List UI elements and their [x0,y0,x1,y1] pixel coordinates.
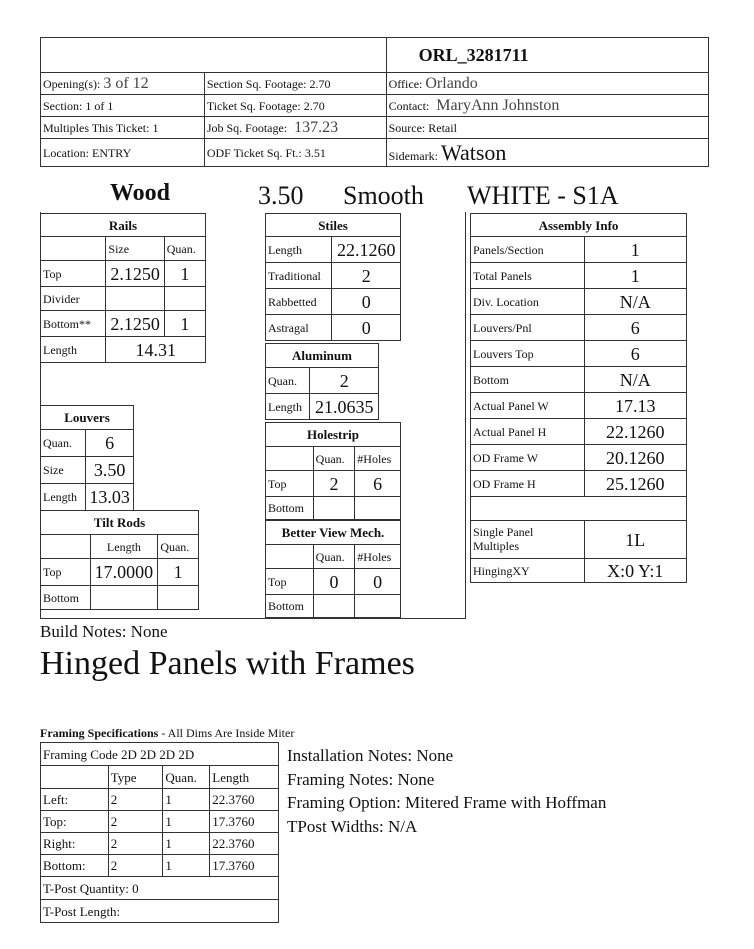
stiles-traditional: 2 [332,263,401,289]
louvers-table [40,405,134,511]
section-sq-footage: Section Sq. Footage: 2.70 [204,73,386,95]
framing-col-type: Type [108,766,163,789]
framing-col-quan: Quan. [163,766,210,789]
louvers-size: 3.50 [86,457,134,484]
tilt-rods-col-length: Length [90,535,158,559]
framing-row-right [41,833,279,855]
tilt-rods-table [40,510,199,610]
framing-row-label: Left: [41,789,109,811]
framing-col-length: Length [210,766,279,789]
framing-row-quan: 1 [163,833,210,855]
better-view-col-holes: #Holes [355,545,401,569]
rails-divider-label: Divider [41,287,106,311]
aluminum-length: 21.0635 [310,394,379,420]
stiles-table [265,213,401,341]
tilt-rods-bottom-length [90,586,158,610]
better-view-bottom-holes [355,595,401,618]
product-finish: Smooth [343,181,424,210]
assembly-label: Bottom [471,367,585,393]
rails-length-label: Length [41,337,106,363]
framing-row-label: Bottom: [41,855,109,877]
better-view-table [265,520,401,618]
assembly-title: Assembly Info [471,214,687,237]
build-notes: Build Notes: None [40,622,168,641]
framing-row-type: 2 [108,811,163,833]
location: Location: ENTRY [41,139,205,167]
framing-row-type: 2 [108,833,163,855]
tilt-rods-top-quan: 1 [158,559,199,586]
tpost-length: T-Post Length: [41,900,279,923]
holestrip-col-holes: #Holes [355,447,401,471]
assembly-label: Total Panels [471,263,585,289]
louvers-length: 13.03 [86,484,134,511]
framing-heading-bold: Framing Specifications [40,726,159,740]
framing-row-bottom [41,855,279,877]
louvers-size-label: Size [41,457,86,484]
assembly-label: Louvers Top [471,341,585,367]
louvers-length-label: Length [41,484,86,511]
assembly-label: Actual Panel W [471,393,585,419]
rails-top-label: Top [41,261,106,287]
rails-table [40,213,206,363]
sidemark: Sidemark: Watson [386,139,708,167]
assembly-label: Actual Panel H [471,419,585,445]
framing-option: Framing Option: Mitered Frame with Hoffman [287,793,607,812]
better-view-title: Better View Mech. [266,521,401,545]
panel-type-title: Hinged Panels with Frames [40,645,415,682]
assembly-actual-panel-w: 17.13 [584,393,686,419]
tilt-rods-bottom-label: Bottom [41,586,91,610]
rails-blank [41,237,106,261]
rails-col-quan: Quan. [164,237,205,261]
assembly-louvers-pnl: 6 [584,315,686,341]
rails-divider-quan [164,287,205,311]
assembly-label: Single Panel Multiples [471,521,585,559]
assembly-hinging-xy: X:0 Y:1 [584,559,686,583]
product-material: Wood [110,180,171,206]
assembly-panels-section: 1 [584,237,686,263]
holestrip-col-quan: Quan. [313,447,355,471]
framing-row-length: 22.3760 [210,789,279,811]
multiples-this-ticket: Multiples This Ticket: 1 [41,117,205,139]
holestrip-table [265,422,401,520]
order-number: ORL_3281711 [386,38,708,73]
assembly-actual-panel-h: 22.1260 [584,419,686,445]
louvers-quan: 6 [86,430,134,457]
tilt-rods-bottom-quan [158,586,199,610]
framing-row-left [41,789,279,811]
framing-row-label: Top: [41,811,109,833]
holestrip-bottom-label: Bottom [266,497,314,520]
assembly-label: Div. Location [471,289,585,315]
tpost-quantity: T-Post Quantity: 0 [41,877,279,900]
aluminum-title: Aluminum [266,344,379,368]
framing-row-quan: 1 [163,855,210,877]
contact: Contact: MaryAnn Johnston [386,95,708,117]
product-louver-size: 3.50 [258,181,304,210]
better-view-bottom-quan [313,595,355,618]
product-color: WHITE - S1A [467,181,619,210]
stiles-length-label: Length [266,237,332,263]
better-view-bottom-label: Bottom [266,595,314,618]
tpost-widths: TPost Widths: N/A [287,816,418,836]
ticket-sq-footage: Ticket Sq. Footage: 2.70 [204,95,386,117]
office: Office: Orlando [386,73,708,95]
assembly-label: Panels/Section [471,237,585,263]
better-view-top-label: Top [266,569,314,595]
tilt-rods-title: Tilt Rods [41,511,199,535]
framing-heading [40,726,294,741]
assembly-bottom: N/A [584,367,686,393]
assembly-div-location: N/A [584,289,686,315]
stiles-title: Stiles [266,214,401,237]
assembly-louvers-top: 6 [584,341,686,367]
rails-top-quan: 1 [164,261,205,287]
rails-col-size: Size [106,237,164,261]
louvers-quan-label: Quan. [41,430,86,457]
assembly-od-frame-h: 25.1260 [584,471,686,497]
better-view-col-quan: Quan. [313,545,355,569]
tilt-rods-blank [41,535,91,559]
framing-notes: Framing Notes: None [287,769,435,789]
stiles-traditional-label: Traditional [266,263,332,289]
framing-table [40,742,279,923]
tilt-rods-col-quan: Quan. [158,535,199,559]
framing-row-label: Right: [41,833,109,855]
aluminum-table [265,343,379,420]
odf-ticket-sq-ft: ODF Ticket Sq. Ft.: 3.51 [204,139,386,167]
framing-row-quan: 1 [163,789,210,811]
aluminum-quan: 2 [310,368,379,394]
assembly-single-panel-multiples: 1L [584,521,686,559]
framing-row-length: 17.3760 [210,811,279,833]
notes-block [287,744,606,838]
better-view-top-quan: 0 [313,569,355,595]
stiles-astragal: 0 [332,315,401,341]
assembly-od-frame-w: 20.1260 [584,445,686,471]
rails-bottom-size: 2.1250 [106,311,164,337]
job-sq-footage: Job Sq. Footage: 137.23 [204,117,386,139]
holestrip-bottom-quan [313,497,355,520]
louvers-title: Louvers [41,406,134,430]
source: Source: Retail [386,117,708,139]
holestrip-blank [266,447,314,471]
stiles-length: 22.1260 [332,237,401,263]
tilt-rods-top-length: 17.0000 [90,559,158,586]
stiles-rabbetted-label: Rabbetted [266,289,332,315]
holestrip-top-holes: 6 [355,471,401,497]
assembly-table [470,213,687,583]
tilt-rods-top-label: Top [41,559,91,586]
holestrip-top-quan: 2 [313,471,355,497]
framing-row-length: 17.3760 [210,855,279,877]
openings: Opening(s): 3 of 12 [41,73,205,95]
framing-row-type: 2 [108,855,163,877]
holestrip-bottom-holes [355,497,401,520]
better-view-top-holes: 0 [355,569,401,595]
holestrip-top-label: Top [266,471,314,497]
installation-notes: Installation Notes: None [287,746,454,765]
aluminum-quan-label: Quan. [266,368,310,394]
stiles-rabbetted: 0 [332,289,401,315]
framing-code: Framing Code 2D 2D 2D 2D [41,743,279,766]
stiles-astragal-label: Astragal [266,315,332,341]
better-view-blank [266,545,314,569]
rails-top-size: 2.1250 [106,261,164,287]
rails-bottom-quan: 1 [164,311,205,337]
framing-row-quan: 1 [163,811,210,833]
framing-heading-rest: - All Dims Are Inside Miter [158,726,295,740]
assembly-total-panels: 1 [584,263,686,289]
aluminum-length-label: Length [266,394,310,420]
rails-length: 14.31 [106,337,206,363]
header-table [40,37,709,167]
holestrip-title: Holestrip [266,423,401,447]
framing-row-top [41,811,279,833]
section: Section: 1 of 1 [41,95,205,117]
framing-col-blank [41,766,109,789]
assembly-label: HingingXY [471,559,585,583]
assembly-label: Louvers/Pnl [471,315,585,341]
header-blank [41,38,387,73]
rails-title: Rails [41,214,206,237]
framing-row-type: 2 [108,789,163,811]
assembly-label: OD Frame H [471,471,585,497]
rails-divider-size [106,287,164,311]
framing-row-length: 22.3760 [210,833,279,855]
rails-bottom-label: Bottom** [41,311,106,337]
assembly-label: OD Frame W [471,445,585,471]
assembly-blank-row [471,497,687,521]
